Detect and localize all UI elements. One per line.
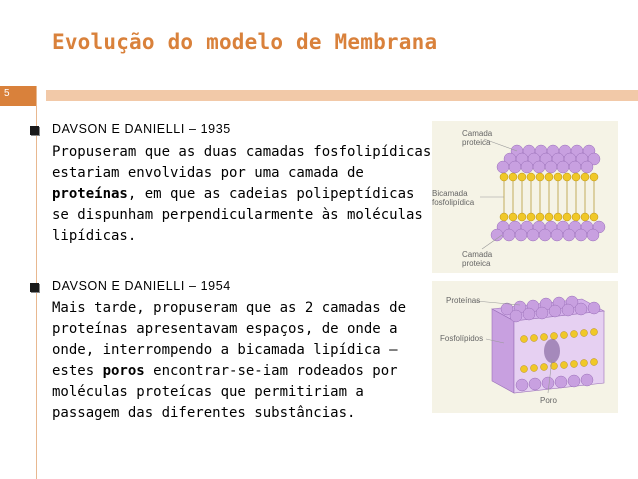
section-heading: DAVSON E DANIELLI – 1954: [52, 279, 231, 293]
figure-label: Fosfolípidos: [440, 334, 484, 343]
figure-label: Camada proteica: [462, 250, 493, 268]
text-part: Propuseram que as duas camadas fosfolipídicas estariam envolvidas por uma camada de: [52, 144, 432, 181]
header-rule: [46, 90, 638, 101]
figure-label: Proteínas: [446, 296, 481, 305]
section-text: [52, 298, 432, 424]
bold-term: proteínas: [52, 186, 128, 202]
slide-number: 5: [4, 88, 10, 99]
slide-title: Evolução do modelo de Membrana: [52, 30, 438, 54]
slide-number-badge: [0, 86, 36, 106]
membrane-diagram-1954: [432, 281, 618, 413]
bullet-icon: [30, 283, 39, 292]
text-part: , em que as cadeias polipeptídicas se dispunham perpendicularmente às moléculas lipídicas.: [52, 186, 423, 244]
membrane-diagram-1935: [432, 121, 618, 273]
figure-label: Camada proteica: [462, 129, 493, 147]
figure-label: Poro: [540, 396, 557, 405]
bullet-icon: [30, 126, 39, 135]
bold-term: poros: [102, 363, 145, 379]
figure-label: Bicamada fosfolipídica: [432, 189, 475, 207]
text-part: encontrar-se-iam rodeados por moléculas proteícas que permitiriam a passagem das diferentes substâncias.: [52, 363, 398, 421]
section-text: [52, 142, 432, 247]
section-heading: DAVSON E DANIELLI – 1935: [52, 122, 231, 136]
text-part: Mais tarde, propuseram que as 2 camadas de proteínas apresentavam espaços, de onde a onde, interrompendo a bicamada lipídica – estes: [52, 300, 407, 379]
